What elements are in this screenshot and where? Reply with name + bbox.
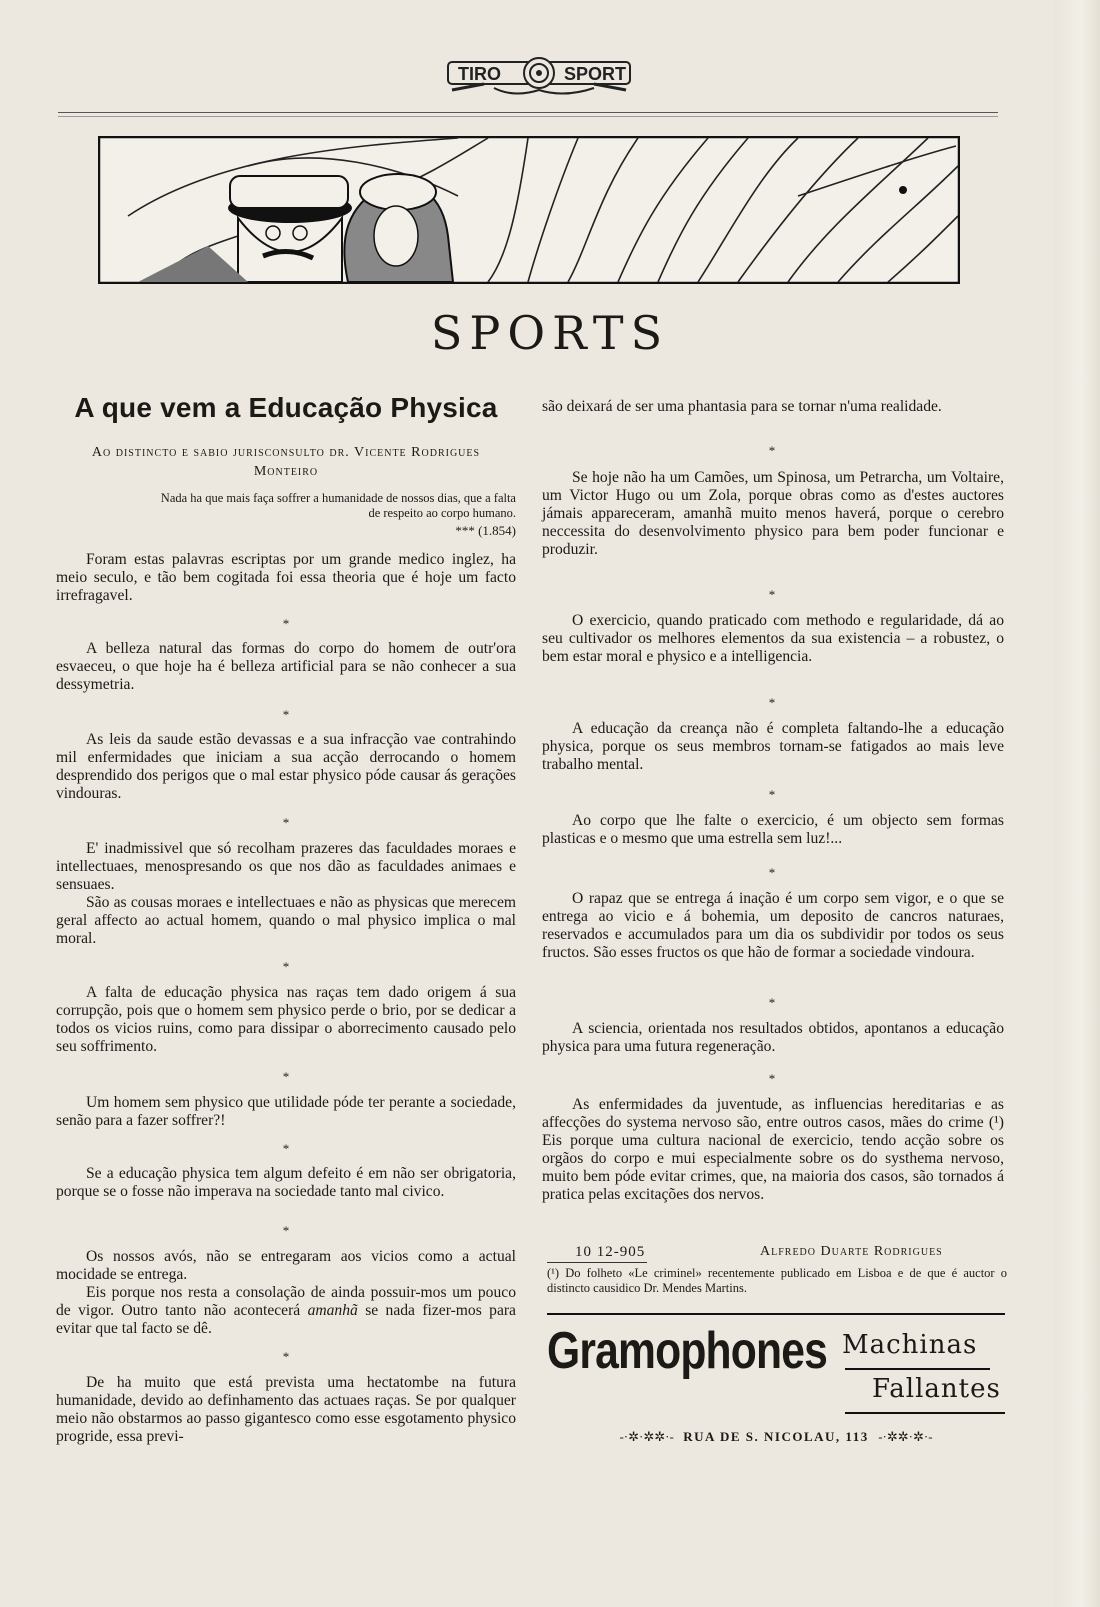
section-title: SPORTS <box>430 306 670 360</box>
separator-asterisk: * <box>282 1069 290 1084</box>
paragraph: O exercicio, quando praticado com methodo e regularidade, dá ao seu cultivador os melhores elementos da sua existencia – a robustez, o bem estar moral e physico e a intelligencia. <box>542 612 1004 665</box>
ornament-right: -·✲✲·✲·- <box>878 1429 933 1444</box>
separator-asterisk: * <box>282 1141 290 1156</box>
svg-text:SPORT: SPORT <box>564 64 627 84</box>
paragraph: A educação da creança não é completa faltando-lhe a educação physica, porque os seus membros tornam-se fatigados ao mais leve trabalho mental. <box>542 720 1004 773</box>
dedication-line: Ao distincto e sabio jurisconsulto dr. Vicente Rodrigues <box>91 445 481 460</box>
paragraph: E' inadmissivel que só recolham prazeres das faculdades moraes e intellectuaes, menospresando os que nos dão as faculdades animaes e sensuaes. <box>56 840 516 893</box>
paragraph: O rapaz que se entrega á inação é um corpo sem vigor, e o que se entrega ao vicio e á bohemia, um deposito de cancros naturaes, reservados e accumulados para um dia os subdividir por todos os seus fructos. São esses fructos os que hão de formar a sociedade vindoura. <box>542 890 1004 961</box>
masthead-logo <box>444 50 634 100</box>
ad-divider <box>845 1368 990 1370</box>
ornament-left: -·✲·✲✲·- <box>619 1429 674 1444</box>
separator-asterisk: * <box>282 1349 290 1364</box>
footnote: (¹) Do folheto «Le criminel» recentemente publicado em Lisboa e de que é auctor o distincto causidico Dr. Mendes Martins. <box>547 1266 1007 1295</box>
paragraph: Os nossos avós, não se entregaram aos vicios como a actual mocidade se entrega. <box>56 1248 516 1283</box>
separator-asterisk: * <box>768 695 776 710</box>
ad-rule-top <box>547 1313 1005 1315</box>
ad-line-machinas: Machinas <box>842 1330 978 1360</box>
separator-asterisk: * <box>768 865 776 880</box>
paragraph: Foram estas palavras escriptas por um grande medico inglez, ha meio seculo, e tão bem cogitada foi essa theoria que é hoje um facto irrefragavel. <box>56 551 516 604</box>
separator-asterisk: * <box>768 1071 776 1086</box>
separator-asterisk: * <box>768 995 776 1010</box>
paragraph: São as cousas moraes e intellectuaes e não as physicas que merecem geral affecto ao actual homem, quando o mal physico implica o mal moral. <box>56 894 516 947</box>
svg-text:TIRO: TIRO <box>458 64 501 84</box>
paragraph-text: Eis porque nos resta a consolação de ainda possuir-mos um pouco de vigor. Outro tanto não acontecerá <box>56 1284 516 1319</box>
article-title: A que vem a Educação Physica <box>74 392 498 423</box>
separator-asterisk: * <box>282 707 290 722</box>
separator-asterisk: * <box>768 587 776 602</box>
paragraph: A falta de educação physica nas raças tem dado origem á sua corrupção, pois que o homem sem physico perde o brio, por se dedicar a todos os vicios ruins, como para dissipar o aborrecimento causado pelo seu soffrimento. <box>56 984 516 1055</box>
epigraph-signature: *** (1.854) <box>455 523 516 538</box>
article-author: Alfredo Duarte Rodrigues <box>760 1244 943 1259</box>
illustration-banner <box>98 136 960 284</box>
emphasis-word: amanhã <box>307 1302 358 1319</box>
paragraph: A sciencia, orientada nos resultados obtidos, apontanos a educação physica para uma futura regeneração. <box>542 1020 1004 1055</box>
separator-asterisk: * <box>768 787 776 802</box>
separator-asterisk: * <box>282 1223 290 1238</box>
paragraph <box>56 1284 516 1338</box>
paragraph: são deixará de ser uma phantasia para se tornar n'uma realidade. <box>542 398 942 415</box>
paragraph: A belleza natural das formas do corpo do homem de outr'ora esvaeceu, o que hoje ha é belleza artificial para se não conhecer a sua dessymetria. <box>56 640 516 693</box>
ad-address-line <box>547 1429 1005 1445</box>
header-rule-thin <box>58 116 998 117</box>
paragraph: As enfermidades da juventude, as influencias hereditarias e as affecções do systema nervoso são, entre outros casos, mães do crime (¹) Eis porque uma cultura nacional de exercicio, tendo acção sobre os orgãos do corpo e mui especialmente sobre os do systhema nervoso, muito bem póde evitar crimes, que, na maioria dos casos, são tornados á pratica pelas excitações dos nervos. <box>542 1096 1004 1203</box>
paragraph-text: se nada fizer-mos para evitar que tal facto se dê. <box>56 1302 516 1337</box>
separator-asterisk: * <box>282 815 290 830</box>
paragraph: As leis da saude estão devassas e a sua infracção vae contrahindo mil enfermidades que iniciam a sua acção derrocando o homem desprendido dos perigos que o mal estar physico póde causar ás gerações vindouras. <box>56 731 516 802</box>
separator-asterisk: * <box>282 616 290 631</box>
dedication-line: Monteiro <box>253 464 319 479</box>
epigraph: Nada ha que mais faça soffrer a humanidade de nossos dias, que a falta de respeito ao corpo humano. <box>160 491 516 520</box>
paragraph: Se hoje não ha um Camões, um Spinosa, um Petrarcha, um Voltaire, um Victor Hugo ou um Zola, porque obras como as d'estes auctores jámais appareceram, amanhã muito menos haverá, porque o cerebro neccessita do desenvolvimento physico para bem poder funcionar e produzir. <box>542 469 1004 558</box>
dedication <box>56 443 516 481</box>
paragraph: Ao corpo que lhe falte o exercicio, é um objecto sem formas plasticas e o mesmo que uma estrella sem luz!... <box>542 812 1004 847</box>
header-rule <box>58 112 998 113</box>
separator-asterisk: * <box>768 443 776 458</box>
ad-divider <box>845 1412 1005 1414</box>
ad-address: RUA DE S. NICOLAU, 113 <box>683 1429 869 1444</box>
ad-brand: Gramophones <box>547 1322 828 1380</box>
paragraph: Se a educação physica tem algum defeito é em não ser obrigatoria, porque se o fosse não imperava na sociedade tanto mal civico. <box>56 1165 516 1200</box>
paragraph: De ha muito que está prevista uma hectatombe na futura humanidade, devido ao definhamento das actuaes raças. Se por qualquer meio não obstarmos ao passo gigantesco como esse esgotamento physico progride, essa previ- <box>56 1374 516 1445</box>
page-edge <box>1054 0 1100 1607</box>
footnote-rule <box>547 1262 647 1263</box>
separator-asterisk: * <box>282 959 290 974</box>
ad-line-fallantes: Fallantes <box>872 1374 1001 1404</box>
article-date: 10 12-905 <box>575 1244 646 1260</box>
paragraph: Um homem sem physico que utilidade póde ter perante a sociedade, senão para a fazer soffrer?! <box>56 1094 516 1129</box>
